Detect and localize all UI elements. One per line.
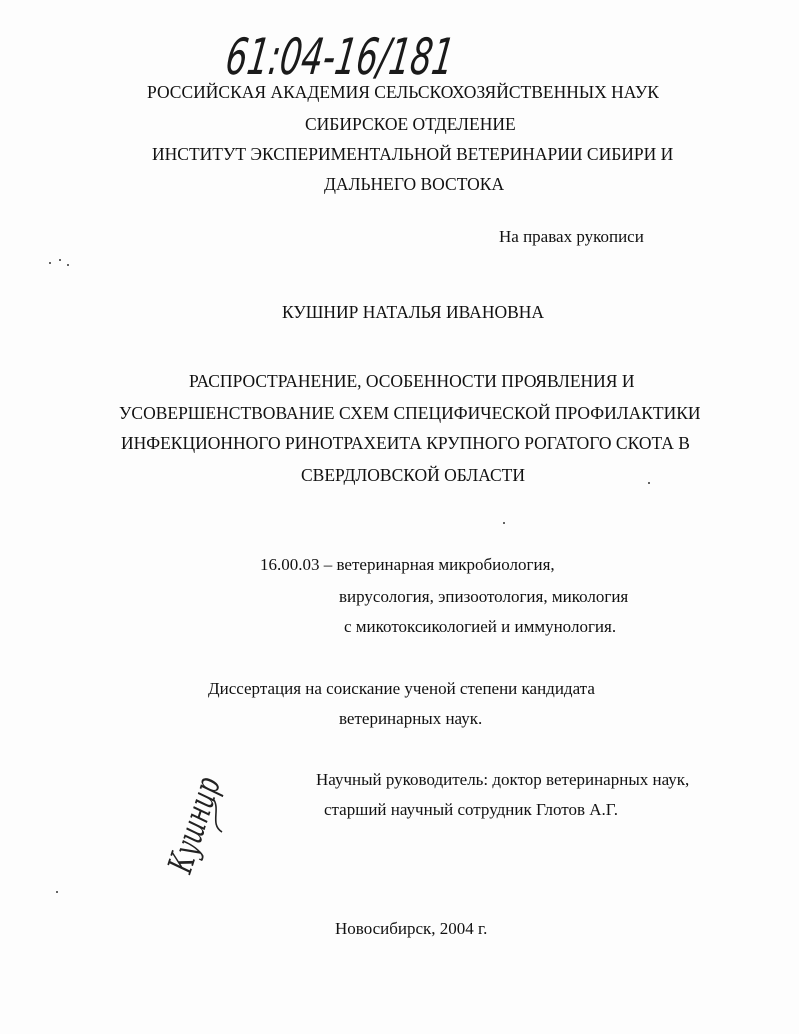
scan-speck bbox=[49, 262, 51, 264]
city-year: Новосибирск, 2004 г. bbox=[335, 919, 488, 938]
scan-speck bbox=[503, 522, 505, 524]
title-line-4: СВЕРДЛОВСКОЙ ОБЛАСТИ bbox=[301, 465, 526, 485]
title-line-2: УСОВЕРШЕНСТВОВАНИЕ СХЕМ СПЕЦИФИЧЕСКОЙ ПРОФИЛАКТИКИ bbox=[119, 403, 701, 423]
scan-speck bbox=[59, 259, 61, 261]
institute-name-line2: ДАЛЬНЕГО ВОСТОКА bbox=[324, 174, 505, 194]
title-line-3: ИНФЕКЦИОННОГО РИНОТРАХЕИТА КРУПНОГО РОГАТОГО СКОТА В bbox=[121, 433, 690, 453]
scan-speck bbox=[67, 264, 69, 266]
supervisor-line-2: старший научный сотрудник Глотов А.Г. bbox=[324, 800, 618, 819]
rights-note: На правах рукописи bbox=[499, 227, 644, 246]
supervisor-line-1: Научный руководитель: доктор ветеринарных наук, bbox=[316, 770, 690, 789]
branch-name: СИБИРСКОЕ ОТДЕЛЕНИЕ bbox=[305, 114, 516, 134]
title-line-1: РАСПРОСТРАНЕНИЕ, ОСОБЕННОСТИ ПРОЯВЛЕНИЯ И bbox=[189, 371, 635, 391]
academy-name: РОССИЙСКАЯ АКАДЕМИЯ СЕЛЬСКОХОЗЯЙСТВЕННЫХ НАУК bbox=[147, 82, 659, 102]
institute-name-line1: ИНСТИТУТ ЭКСПЕРИМЕНТАЛЬНОЙ ВЕТЕРИНАРИИ СИБИРИ И bbox=[152, 144, 674, 164]
author-signature bbox=[160, 728, 260, 890]
degree-line-2: ветеринарных наук. bbox=[339, 709, 483, 728]
signature-text: Кушнир bbox=[160, 728, 244, 878]
archive-number-text: 61:04-16/181 bbox=[222, 27, 562, 87]
scan-speck bbox=[56, 891, 58, 893]
scan-speck bbox=[648, 482, 650, 484]
specialty-line-2: вирусология, эпизоотология, микология bbox=[339, 587, 629, 606]
degree-line-1: Диссертация на соискание ученой степени кандидата bbox=[208, 679, 595, 698]
handwritten-archive-number bbox=[222, 18, 562, 90]
author-name: КУШНИР НАТАЛЬЯ ИВАНОВНА bbox=[282, 302, 545, 322]
specialty-line-3: с микотоксикологией и иммунология. bbox=[344, 617, 617, 636]
specialty-line-1: 16.00.03 – ветеринарная микробиология, bbox=[260, 555, 555, 574]
